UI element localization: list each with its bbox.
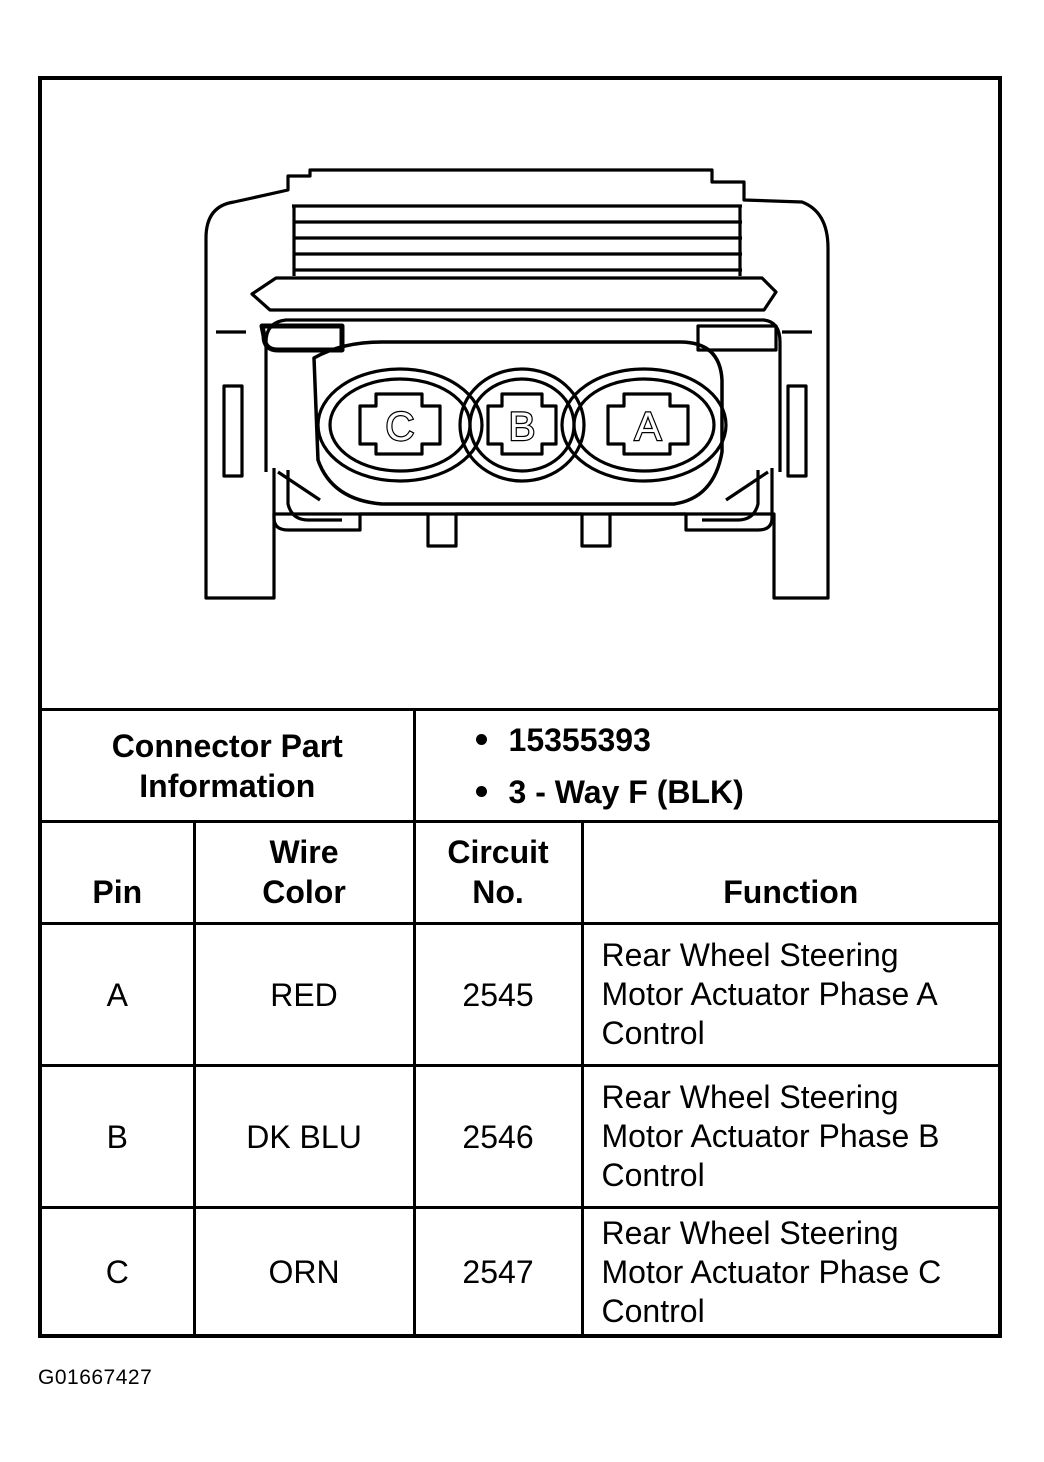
function-line: Rear Wheel Steering bbox=[601, 937, 899, 973]
connector-pinout-table bbox=[42, 708, 998, 1336]
connector-info-item bbox=[476, 714, 999, 766]
pin-cell: C bbox=[42, 1208, 194, 1336]
connector-type: 3 - Way F (BLK) bbox=[508, 773, 744, 810]
bullet-icon bbox=[476, 786, 487, 797]
table-header-row bbox=[42, 822, 998, 924]
connector-face-svg bbox=[42, 80, 998, 708]
header-wire-color bbox=[194, 822, 414, 924]
pin-label-b: B bbox=[508, 405, 536, 449]
function-cell bbox=[582, 1208, 998, 1336]
header-function bbox=[582, 822, 998, 924]
part-number: 15355393 bbox=[508, 721, 651, 758]
table-row bbox=[42, 1208, 998, 1336]
table-row bbox=[42, 1066, 998, 1208]
header-circuit-line2: No. bbox=[472, 874, 524, 910]
function-line: Rear Wheel Steering bbox=[601, 1214, 899, 1251]
connector-figure bbox=[38, 76, 1002, 1338]
connector-info-label bbox=[42, 710, 414, 822]
figure-id-caption: G01667427 bbox=[38, 1366, 153, 1389]
circuit-cell: 2546 bbox=[414, 1066, 582, 1208]
header-circuit-line1: Circuit bbox=[447, 834, 549, 870]
connector-info-list bbox=[414, 710, 998, 822]
connector-info-item bbox=[476, 766, 999, 818]
connector-drawing bbox=[42, 80, 998, 708]
function-line: Motor Actuator Phase B bbox=[601, 1118, 940, 1154]
connector-info-label-line1: Connector Part bbox=[111, 727, 343, 764]
header-function-text: Function bbox=[723, 874, 859, 910]
header-pin-text: Pin bbox=[92, 874, 143, 910]
pin-cell: B bbox=[42, 1066, 194, 1208]
pin-label-a: A bbox=[634, 405, 662, 449]
function-line: Control bbox=[601, 1015, 705, 1051]
header-wire-color-line1: Wire bbox=[269, 834, 339, 870]
connector-info-row bbox=[42, 710, 998, 822]
function-line: Motor Actuator Phase A bbox=[601, 976, 938, 1012]
bullet-icon bbox=[476, 734, 487, 745]
pin-label-c: C bbox=[385, 405, 415, 449]
header-wire-color-line2: Color bbox=[262, 874, 346, 910]
header-circuit bbox=[414, 822, 582, 924]
wire-color-cell: ORN bbox=[194, 1208, 414, 1336]
function-cell bbox=[582, 924, 998, 1066]
circuit-cell: 2545 bbox=[414, 924, 582, 1066]
function-line: Control bbox=[601, 1157, 705, 1193]
function-line: Motor Actuator Phase C bbox=[601, 1253, 942, 1290]
header-pin bbox=[42, 822, 194, 924]
function-line: Rear Wheel Steering bbox=[601, 1079, 899, 1115]
function-cell bbox=[582, 1066, 998, 1208]
wire-color-cell: DK BLU bbox=[194, 1066, 414, 1208]
circuit-cell: 2547 bbox=[414, 1208, 582, 1336]
pin-cell: A bbox=[42, 924, 194, 1066]
connector-info-label-line2: Information bbox=[139, 767, 316, 804]
table-row bbox=[42, 924, 998, 1066]
function-line: Control bbox=[601, 1292, 705, 1329]
wire-color-cell: RED bbox=[194, 924, 414, 1066]
